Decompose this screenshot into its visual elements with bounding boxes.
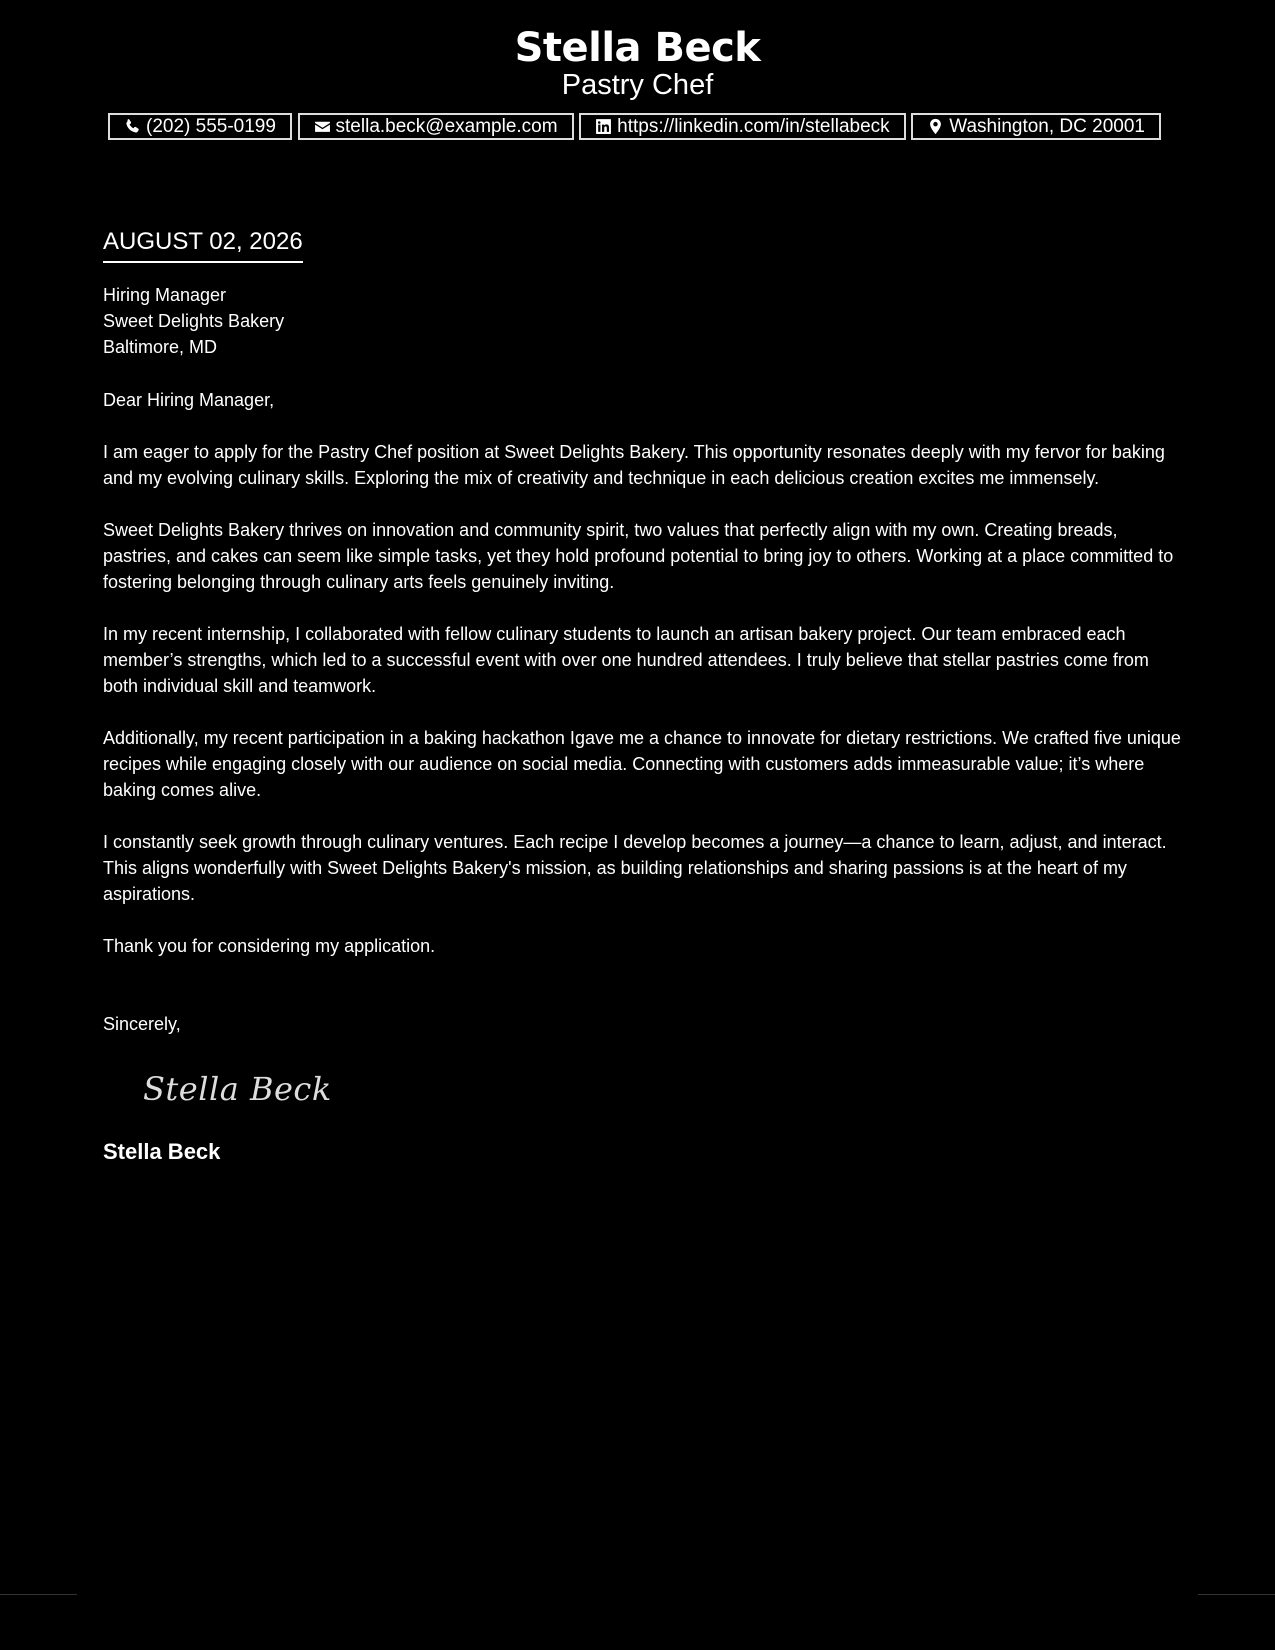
letter-header: [0, 22, 1275, 102]
letter-body: [103, 226, 1183, 1167]
contact-linkedin[interactable]: [579, 113, 905, 140]
letter-date: AUGUST 02, 2026: [103, 226, 303, 263]
contact-bar: [108, 113, 1161, 140]
signed-name: Stella Beck: [103, 1139, 221, 1164]
linkedin-icon: [595, 118, 612, 135]
applicant-name: Stella Beck: [514, 25, 761, 71]
recipient-location: Baltimore, MD: [103, 337, 218, 357]
recipient-company: Sweet Delights Bakery: [103, 311, 285, 331]
contact-location[interactable]: [911, 113, 1161, 140]
recipient-title: Hiring Manager: [103, 285, 227, 305]
phone-number: (202) 555-0199: [146, 115, 276, 137]
phone-icon: [124, 118, 141, 135]
paragraph: Sweet Delights Bakery thrives on innovation and community spirit, two values that perfectly align with my own. Creating breads, pastries, and cakes can seem like simple tasks, yet they hold profound potential to bring joy to others. Working at a place committed to fostering belonging through culinary arts feels genuinely inviting.: [103, 520, 1174, 592]
map-marker-icon: [927, 118, 944, 135]
contact-phone[interactable]: [108, 113, 292, 140]
location-text: Washington, DC 20001: [949, 115, 1145, 137]
linkedin-url: https://linkedin.com/in/stellabeck: [617, 115, 890, 137]
footer-divider-right: [1198, 1594, 1275, 1595]
paragraph: Additionally, my recent participation in a baking hackathon Igave me a chance to innovate for dietary restrictions. We crafted five unique recipes while engaging closely with our audience on social media. Connecting with customers adds immeasurable value; it’s where baking comes alive.: [103, 728, 1181, 800]
envelope-icon: [314, 118, 331, 135]
contact-email[interactable]: [298, 113, 574, 140]
closing: Sincerely,: [103, 1014, 181, 1034]
salutation: Dear Hiring Manager,: [103, 390, 275, 410]
applicant-title: Pastry Chef: [561, 69, 714, 101]
footer-divider-left: [0, 1594, 77, 1595]
recipient-block: [103, 282, 1183, 360]
paragraph: I am eager to apply for the Pastry Chef position at Sweet Delights Bakery. This opportunity resonates deeply with my fervor for baking and my evolving culinary skills. Exploring the mix of creativity and technique in each delicious creation excites me immensely.: [103, 442, 1165, 488]
email-address: stella.beck@example.com: [335, 115, 558, 137]
paragraph: Thank you for considering my application.: [103, 936, 436, 956]
handwritten-signature: Stella Beck: [143, 1070, 332, 1108]
paragraph: I constantly seek growth through culinary ventures. Each recipe I develop becomes a journey—a chance to learn, adjust, and interact. This aligns wonderfully with Sweet Delights Bakery's mission, as building relationships and sharing passions is at the heart of my aspirations.: [103, 832, 1167, 904]
paragraph: In my recent internship, I collaborated with fellow culinary students to launch an artisan bakery project. Our team embraced each member’s strengths, which led to a successful event with over one hundred attendees. I truly believe that stellar pastries come from both individual skill and teamwork.: [103, 624, 1149, 696]
